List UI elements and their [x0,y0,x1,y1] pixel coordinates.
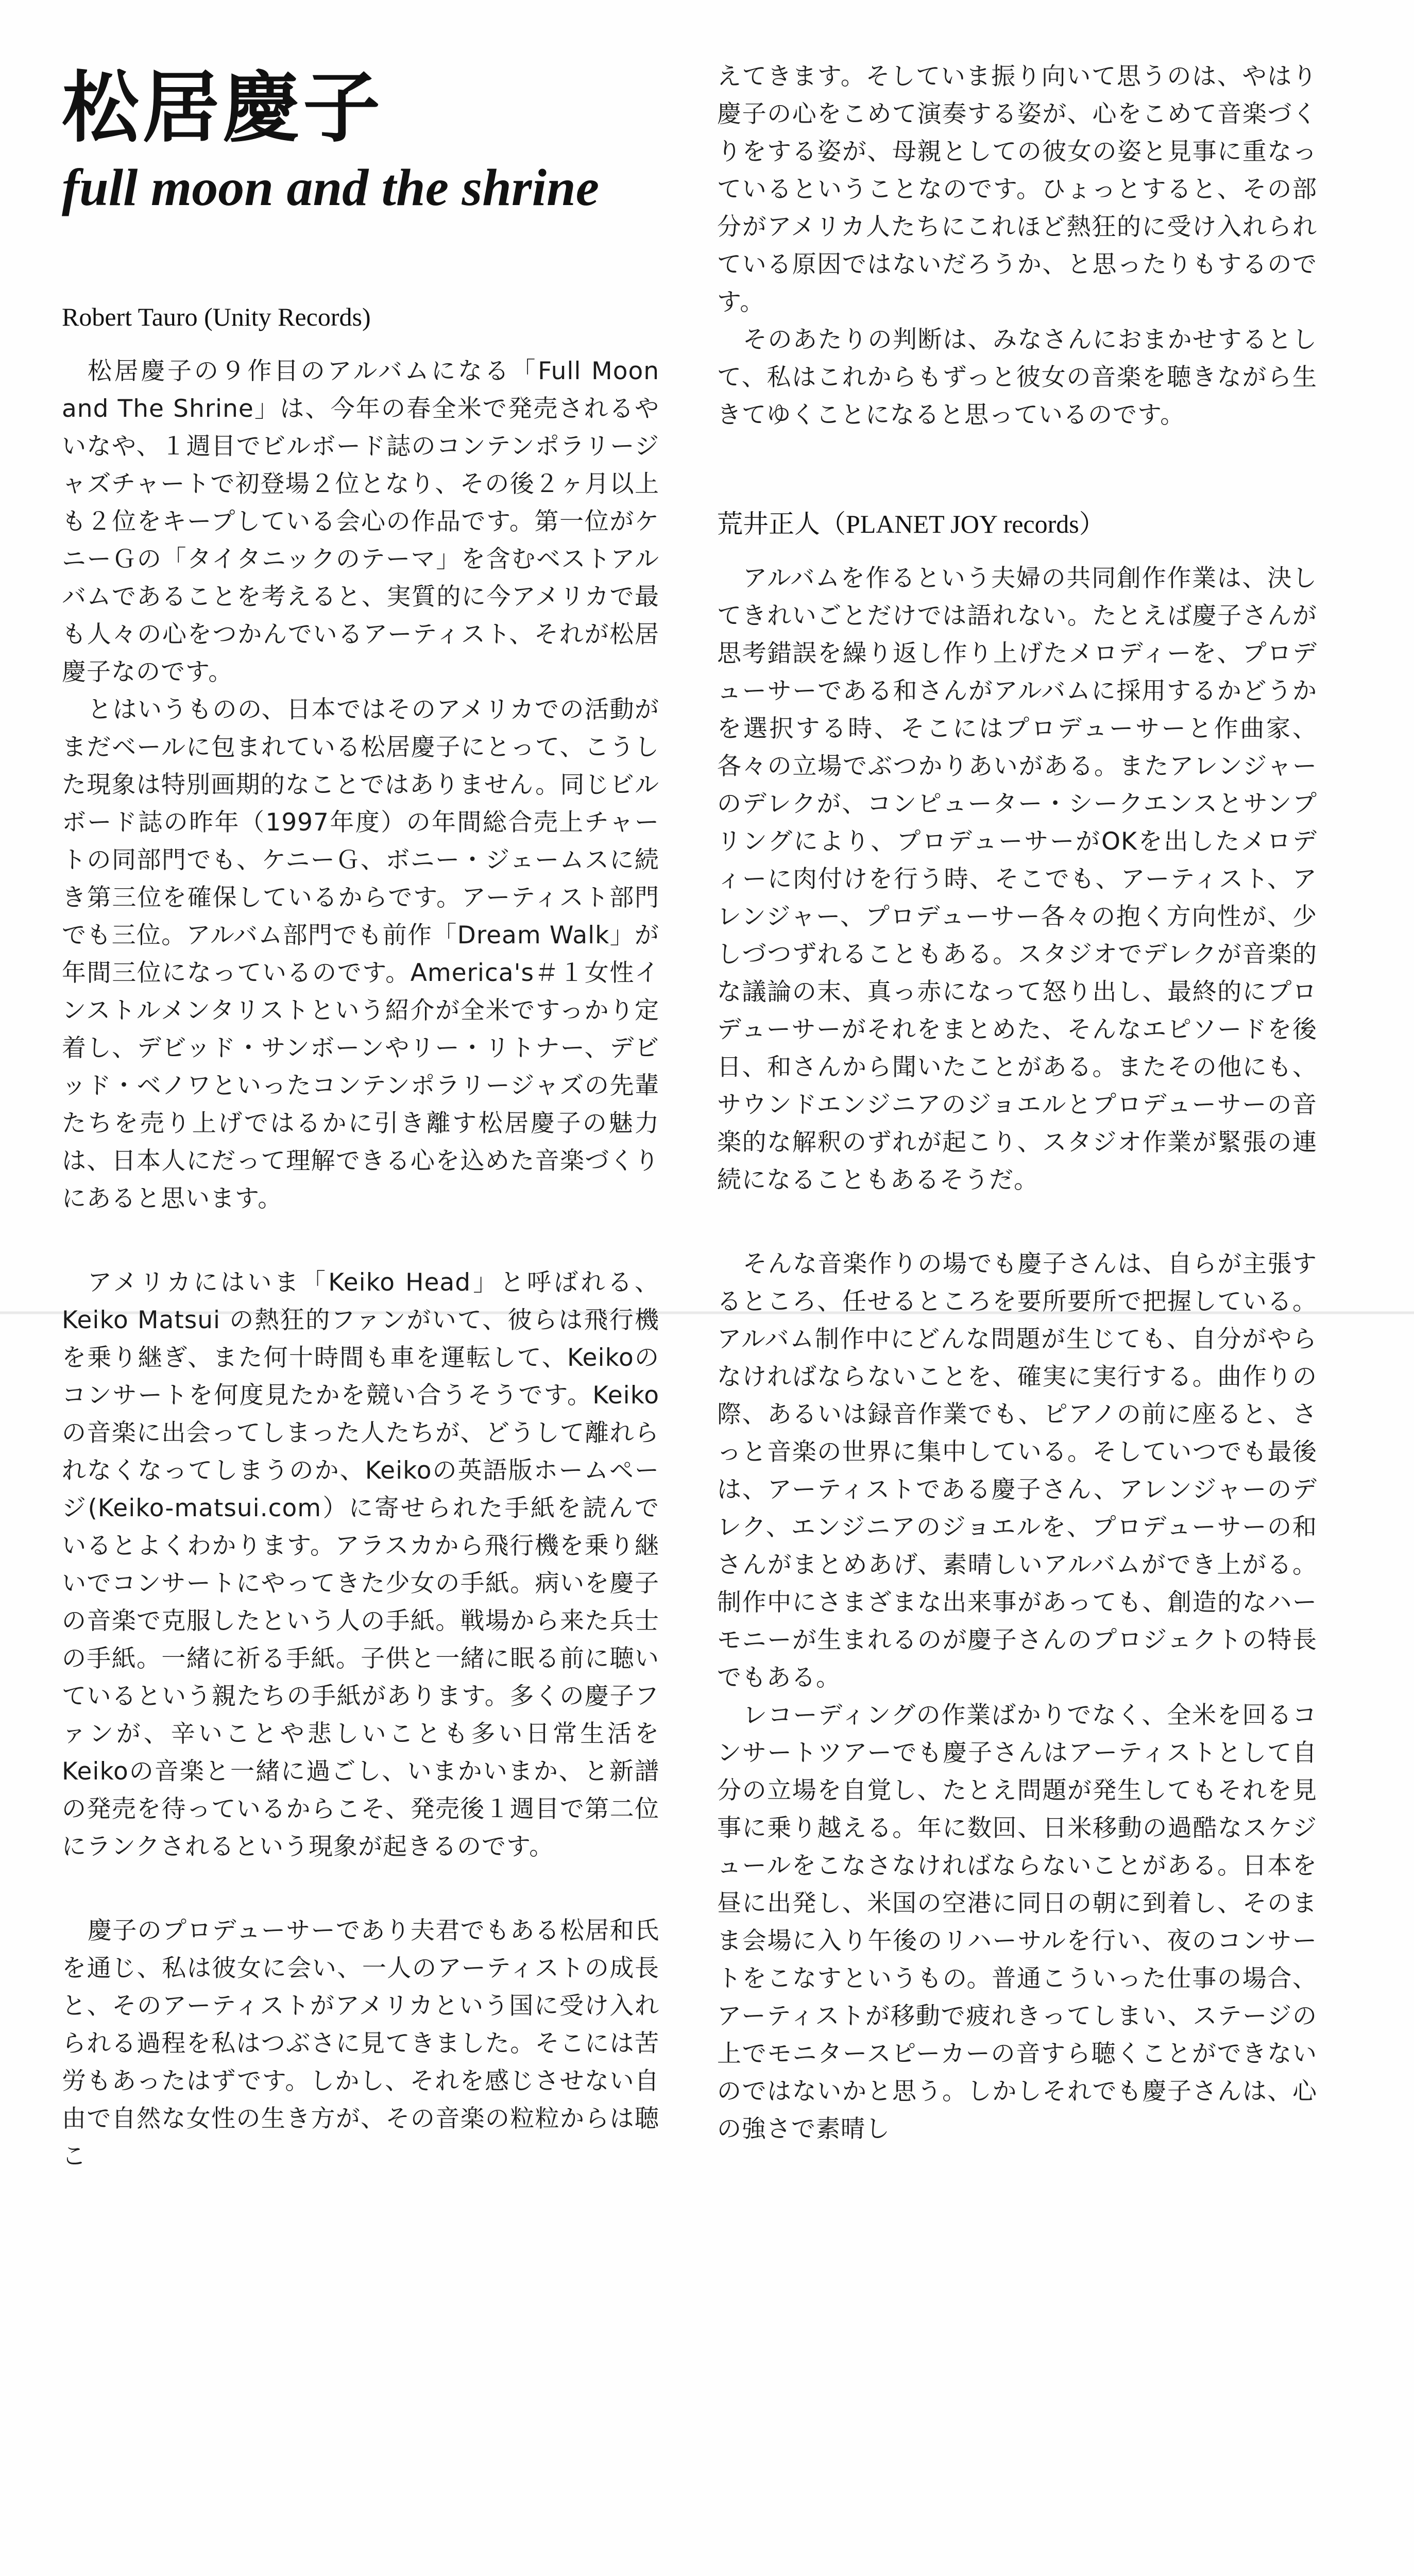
paragraph: とはいうものの、日本ではそのアメリカでの活動がまだベールに包まれている松居慶子にとって、こうした現象は特別画期的なことではありません。同じビルボード誌の昨年（1997年度）の年間総合売上チャートの同部門でも、ケニーＧ、ボニー・ジェームスに続き第三位を確保しているからです。アーティスト部門でも三位。アルバム部門でも前作「Dream Walk」が年間三位になっているのです。America's＃１女性インストルメンタリストという紹介が全米ですっかり定着し、デビッド・サンボーンやリー・リトナー、デビッド・ベノワといったコンテンポラリージャズの先輩たちを売り上げではるかに引き離す松居慶子の魅力は、日本人にだって理解できる心を込めた音楽づくりにあると思います。 [62,696,659,1213]
paragraph: アルバムを作るという夫婦の共同創作作業は、決してきれいごとだけでは語れない。たとえば慶子さんが思考錯誤を繰り返し作り上げたメロディーを、プロデューサーである和さんがアルバムに採用するかどうかを選択する時、そこにはプロデューサーと作曲家、各々の立場でぶつかりあいがある。またアレンジャーのデレクが、コンピューター・シークエンスとサンプリングにより、プロデューサーがOKを出したメロディーに肉付けを行う時、そこでも、アーティスト、アレンジャー、プロデューサー各々の抱く方向性が、少しづつずれることもある。スタジオでデレクが音楽的な議論の末、真っ赤になって怒り出し、最終的にプロデューサーがそれをまとめた、そんなエピソードを後日、和さんから聞いたことがある。またその他にも、サウンドエンジニアのジョエルとプロデューサーの音楽的な解釈のずれが起こり、スタジオ作業が緊張の連続になることもあるそうだ。 [717,564,1317,1194]
paragraph: 慶子のプロデューサーであり夫君でもある松居和氏を通じ、私は彼女に会い、一人のアーティストの成長と、そのアーティストがアメリカという国に受け入れられる過程を私はつぶさに見てきました。そこには苦労もあったはずです。しかし、それを感じさせない自由で自然な女性の生き方が、その音楽の粒粒からは聴こ [62,1917,659,2171]
paragraph: レコーディングの作業ばかりでなく、全米を回るコンサートツアーでも慶子さんはアーティストとして自分の立場を自覚し、たとえ問題が発生してもそれを見事に乗り越える。年に数回、日米移動の過酷なスケジュールをこなさなければならないことがある。日本を昼に出発し、米国の空港に同日の朝に到着し、そのまま会場に入り午後のリハーサルを行い、夜のコンサートをこなすというもの。普通こういった仕事の場合、アーティストが移動で疲れきってしまい、ステージの上でモニタースピーカーの音すら聴くことができないのではないかと思う。しかしそれでも慶子さんは、心の強さで素晴し [717,1701,1317,2143]
byline-robert-tauro: Robert Tauro (Unity Records) [62,302,371,331]
section-gap [717,1199,1317,1245]
paragraph: アメリカにはいま「Keiko Head」と呼ばれる、Keiko Matsui の熱狂的ファンがいて、彼らは飛行機を乗り継ぎ、また何十時間も車を運転して、Keikoのコンサートを何度見たかを競い合うそうです。Keikoの音楽に出会ってしまった人たちが、どうして離れられなくなってしまうのか、Keikoの英語版ホームページ(Keiko-matsui.com）に寄せられた手紙を読んでいるとよくわかります。アラスカから飛行機を乗り継いでコンサートにやってきた少女の手紙。病いを慶子の音楽で克服したという人の手紙。戦場から来た兵士の手紙。一緒に祈る手紙。子供と一緒に眠る前に聴いているという親たちの手紙があります。多くの慶子ファンが、辛いことや悲しいことも多い日常生活をKeikoの音楽と一緒に過ごし、いまかいまか、と新譜の発売を待っているからこそ、発売後１週目で第二位にランクされるという現象が起きるのです。 [62,1268,659,1861]
paragraph: 松居慶子の９作目のアルバムになる「Full Moon and The Shrine」は、今年の春全米で発売されるやいなや、１週目でビルボード誌のコンテンポラリージャズチャートで初登場２位となり、その後２ヶ月以上も２位をキープしている会心の作品です。第一位がケニーＧの「タイタニックのテーマ」を含むベストアルバムであることを考えると、実質的に今アメリカで最も人々の心をつかんでいるアーティスト、それが松居慶子なのです。 [62,357,659,686]
byline-arai-masato: 荒井正人（PLANET JOY records） [717,510,1105,538]
artist-title: 松居慶子 [62,63,384,153]
paragraph: そのあたりの判断は、みなさんにおまかせするとして、私はこれからもずっと彼女の音楽を聴きながら生きてゆくことになると思っているのです。 [717,326,1317,429]
section-gap [62,1217,659,1264]
paragraph: そんな音楽作りの場でも慶子さんは、自らが主張するところ、任せるところを要所要所で把握している。アルバム制作中にどんな問題が生じても、自分がやらなければならないことを、確実に実行する。曲作りの際、あるいは録音作業でも、ピアノの前に座ると、さっと音楽の世界に集中している。そしていつでも最後は、アーティストである慶子さん、アレンジャーのデレク、エンジニアのジョエルを、プロデューサーの和さんがまとめあげ、素晴しいアルバムができ上がる。制作中にさまざまな出来事があっても、創造的なハーモニーが生まれるのが慶子さんのプロジェクトの特長でもある。 [717,1250,1317,1692]
section-gap [717,434,1317,506]
paragraph-continuation: えてきます。そしていま振り向いて思うのは、やはり慶子の心をこめて演奏する姿が、心をこめて音楽づくりをする姿が、母親としての彼女の姿と見事に重なっているということなのです。ひょっとすると、その部分がアメリカ人たちにこれほど熱狂的に受け入れられている原因ではないだろうか、と思ったりもするのです。 [717,62,1317,316]
album-title: full moon and the shrine [62,159,599,217]
section-gap [62,1866,659,1912]
left-column [62,62,659,2175]
right-column [717,58,1317,2148]
